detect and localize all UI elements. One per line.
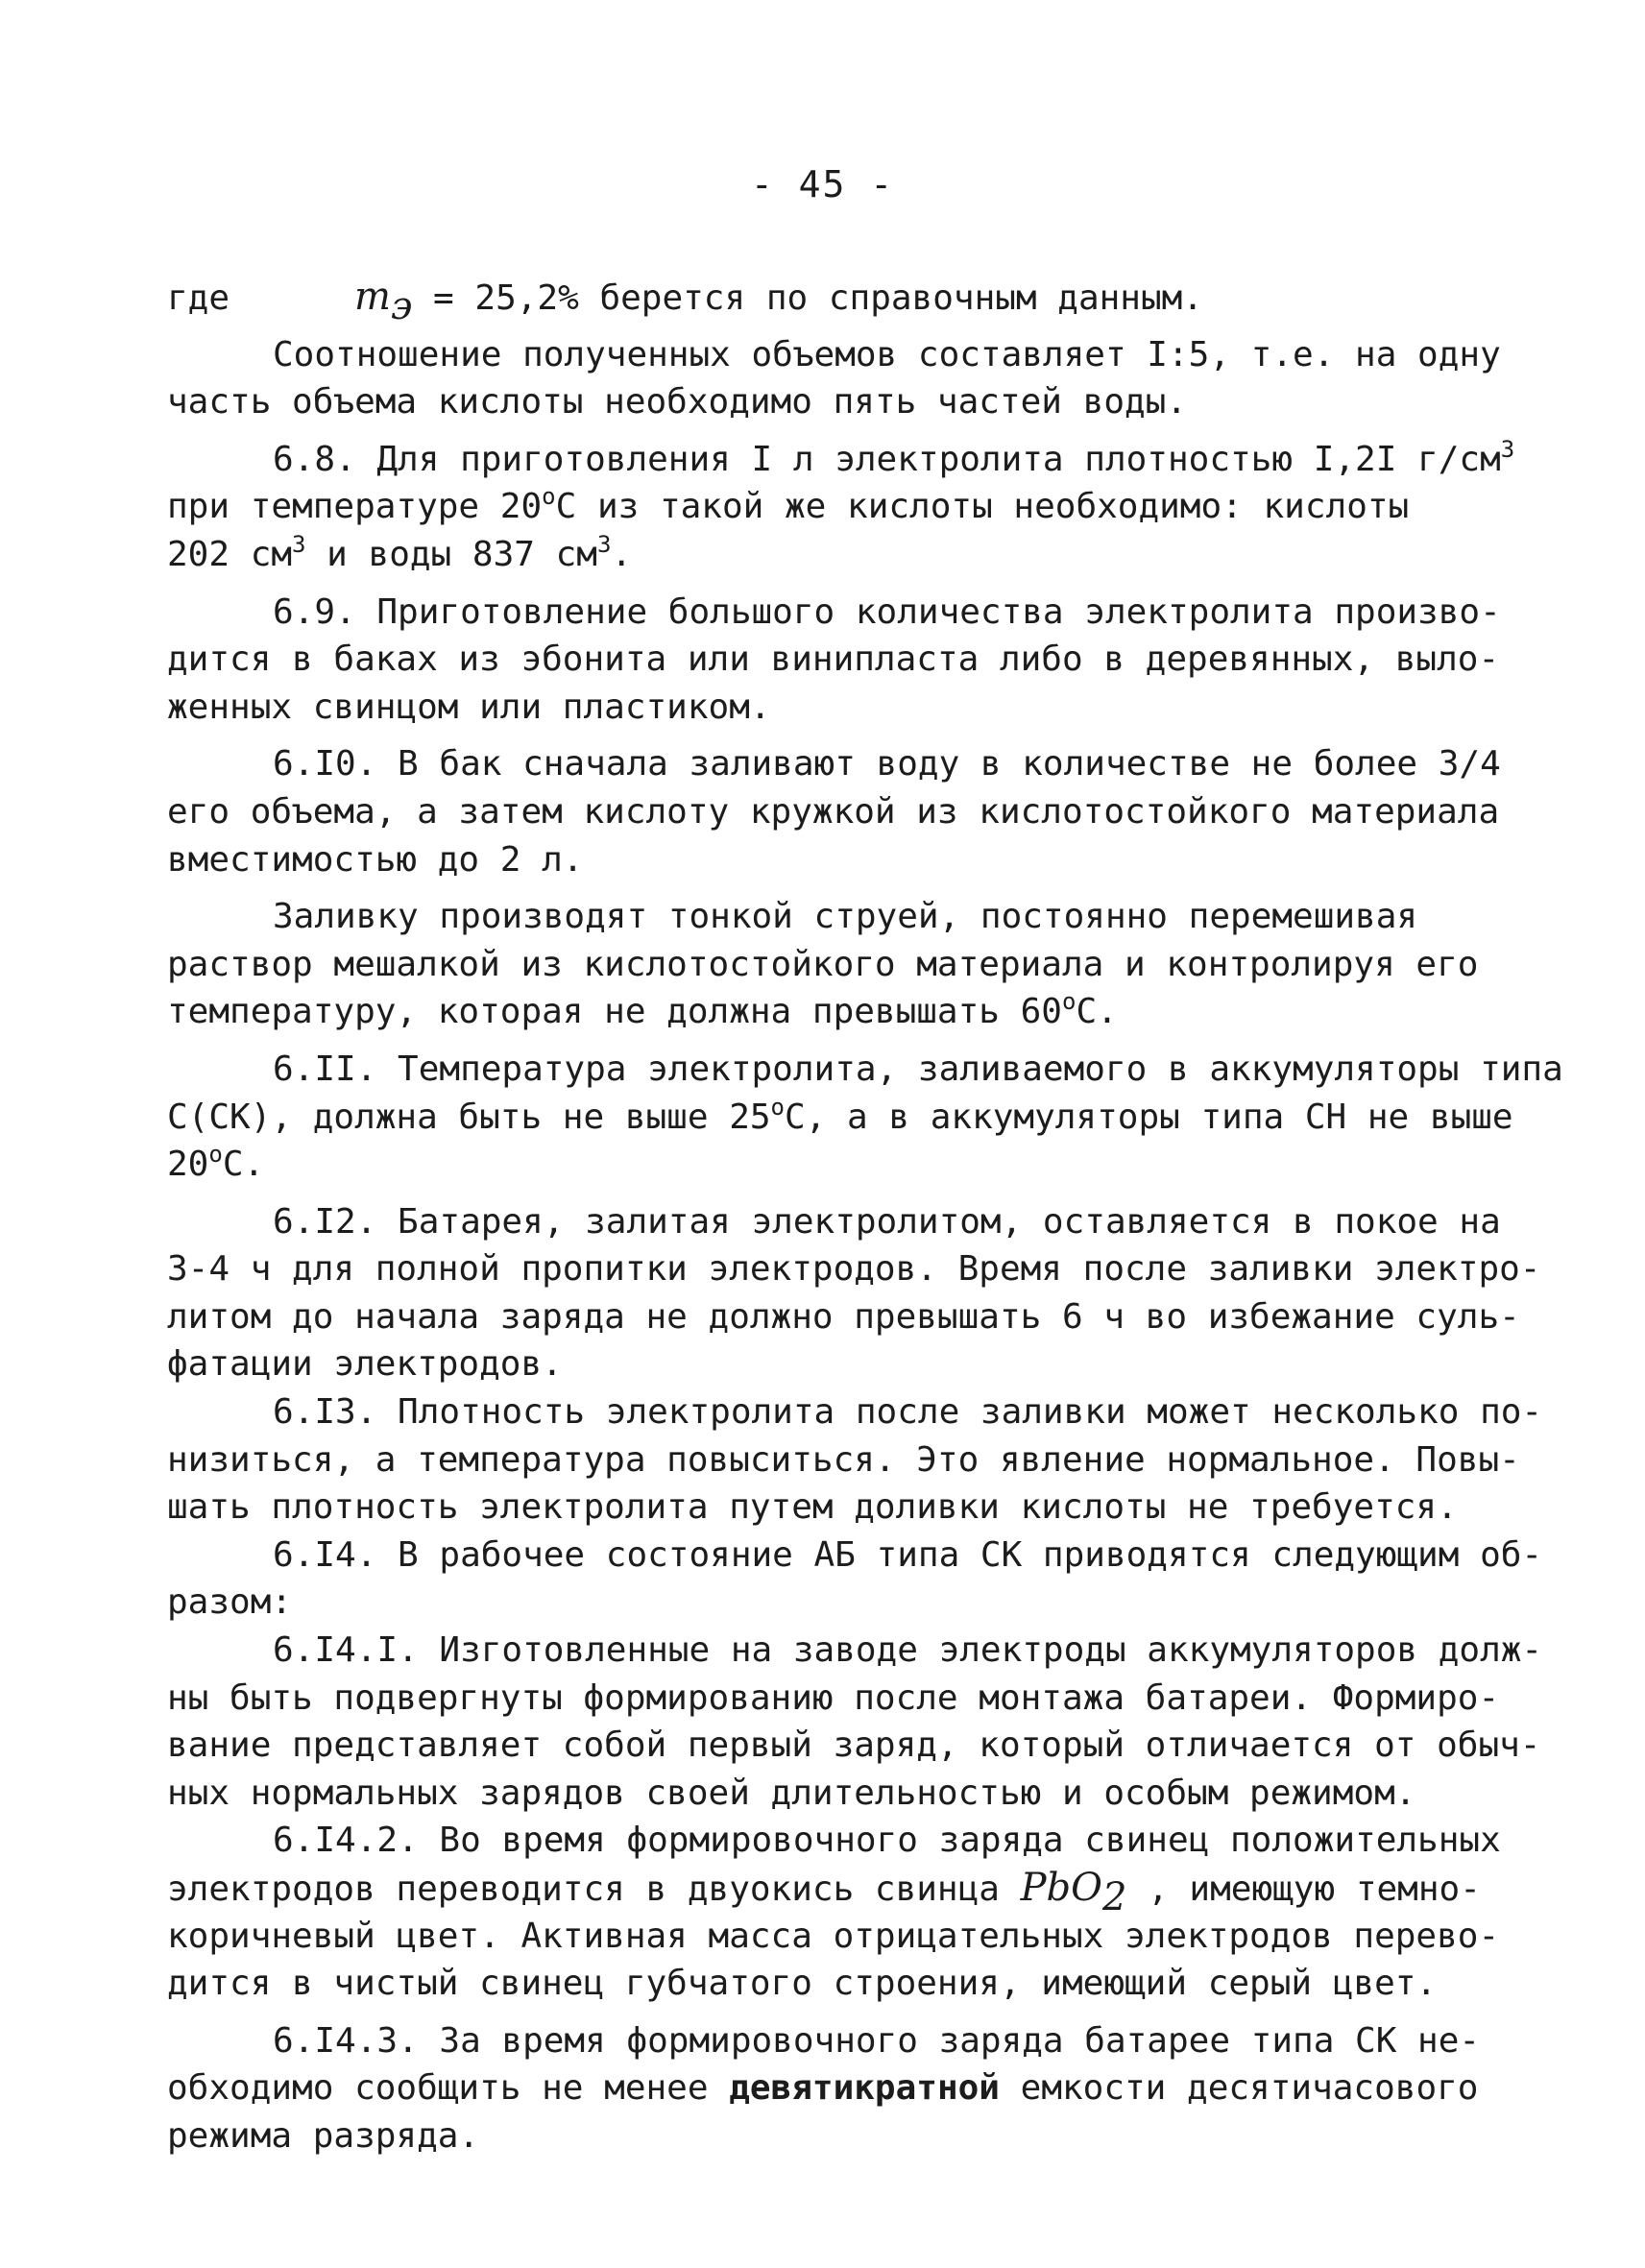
- para-6-12-line-1: 6.I2. Батарея, залитая электролитом, оставляется в покое на: [273, 1201, 1501, 1242]
- ratio-line-1: Соотношение полученных объемов составляет I:5, т.е. на одну: [273, 334, 1501, 374]
- emphasis-text: девятикратной: [729, 2068, 1000, 2109]
- para-6-10-line-1: 6.I0. В бак сначала заливают воду в количестве не более 3/4: [273, 744, 1501, 784]
- para-6-11-line-2: С(СК), должна быть не выше $25^оС$, а в аккумуляторы типа СН не выше: [167, 1093, 1513, 1137]
- document-body: [167, 274, 1563, 2160]
- para-6-14-2-line-3: коричневый цвет. Активная масса отрицательных электродов перево-: [167, 1916, 1500, 1956]
- para-6-14-line-2: разом:: [167, 1582, 293, 1623]
- para-6-14-1-line-1: 6.I4.I. Изготовленные на заводе электроды аккумуляторов долж-: [273, 1630, 1543, 1671]
- para-6-13-line-1: 6.I3. Плотность электролита после заливки может несколько по-: [273, 1392, 1543, 1433]
- page-number: - 45 -: [750, 163, 895, 205]
- para-6-11-line-3: $20^оС$.: [167, 1141, 265, 1185]
- para-6-14-3-line-3: режима разряда.: [167, 2115, 480, 2156]
- para-6-8-line-3: 202 $см^3$ и воды 837 $см^3$.: [167, 530, 633, 574]
- para-6-12-line-4: фатации электродов.: [167, 1344, 563, 1385]
- para-6-14-1-line-3: вание представляет собой первый заряд, который отличается от обыч-: [167, 1725, 1541, 1766]
- formula-m: m: [354, 275, 391, 319]
- para-6-13-line-2: низиться, а температура повыситься. Это явление нормальное. Повы-: [167, 1439, 1520, 1480]
- para-6-11-line-1: 6.II. Температура электролита, заливаемого в аккумуляторы типа: [273, 1049, 1563, 1089]
- pour-line-3: температуру, которая не должна превышать $60^оС$.: [167, 988, 1118, 1032]
- para-6-14-2-line-4: дится в чистый свинец губчатого строения, имеющий серый цвет.: [167, 1964, 1438, 2004]
- para-6-14-3-line-1: 6.I4.3. За время формировочного заряда батарее типа СК не-: [273, 2020, 1481, 2061]
- para-6-12-line-3: литом до начала заряда не должно превышать 6 ч во избежание суль-: [167, 1296, 1520, 1337]
- para-6-8-line-1: 6.8. Для приготовления I л электролита плотностью I,2I $г/см^3$: [273, 435, 1515, 479]
- formula-subscript: э: [390, 284, 413, 328]
- pour-line-2: раствор мешалкой из кислотостойкого материала и контролируя его: [167, 944, 1479, 984]
- para-6-9-line-2: дится в баках из эбонита или винипласта либо в деревянных, выло-: [167, 639, 1500, 680]
- formula-pbo2: PbO: [1020, 1866, 1102, 1910]
- where-line: [167, 274, 1492, 328]
- para-6-13-line-3: шать плотность электролита путем доливки кислоты не требуется.: [167, 1487, 1458, 1528]
- where-text: = 25,2% берется по справочным данным.: [412, 278, 1203, 318]
- ratio-line-2: часть объема кислоты необходимо пять частей воды.: [167, 382, 1188, 422]
- pour-line-1: Заливку производят тонкой струей, постоянно перемешивая: [273, 897, 1418, 937]
- para-6-10-line-3: вместимостью до 2 л.: [167, 839, 584, 880]
- where-word: где: [167, 278, 230, 318]
- para-6-14-line-1: 6.I4. В рабочее состояние АБ типа СК приводятся следующим об-: [273, 1534, 1543, 1575]
- para-6-14-1-line-2: ны быть подвергнуты формированию после монтажа батареи. Формиро-: [167, 1677, 1500, 1718]
- para-6-9-line-1: 6.9. Приготовление большого количества электролита произво-: [273, 591, 1501, 632]
- para-6-14-1-line-4: ных нормальных зарядов своей длительностью и особым режимом.: [167, 1773, 1416, 1813]
- para-6-8-line-2: при температуре $20^оС$ из такой же кислоты необходимо: кислоты: [167, 483, 1410, 527]
- para-6-14-2-line-1: 6.I4.2. Во время формировочного заряда свинец положительных: [273, 1821, 1501, 1861]
- para-6-10-line-2: его объема, а затем кислоту кружкой из кислотостойкого материала: [167, 791, 1500, 832]
- para-6-9-line-3: женных свинцом или пластиком.: [167, 687, 771, 727]
- para-6-14-3-line-2: обходимо сообщить не менее девятикратной емкости десятичасового: [167, 2068, 1479, 2109]
- para-6-14-2-line-2: электродов переводится в двуокись свинца PbO$_2$ , имеющую темно-: [167, 1866, 1481, 1919]
- para-6-12-line-2: 3-4 ч для полной пропитки электродов. Время после заливки электро-: [167, 1249, 1541, 1290]
